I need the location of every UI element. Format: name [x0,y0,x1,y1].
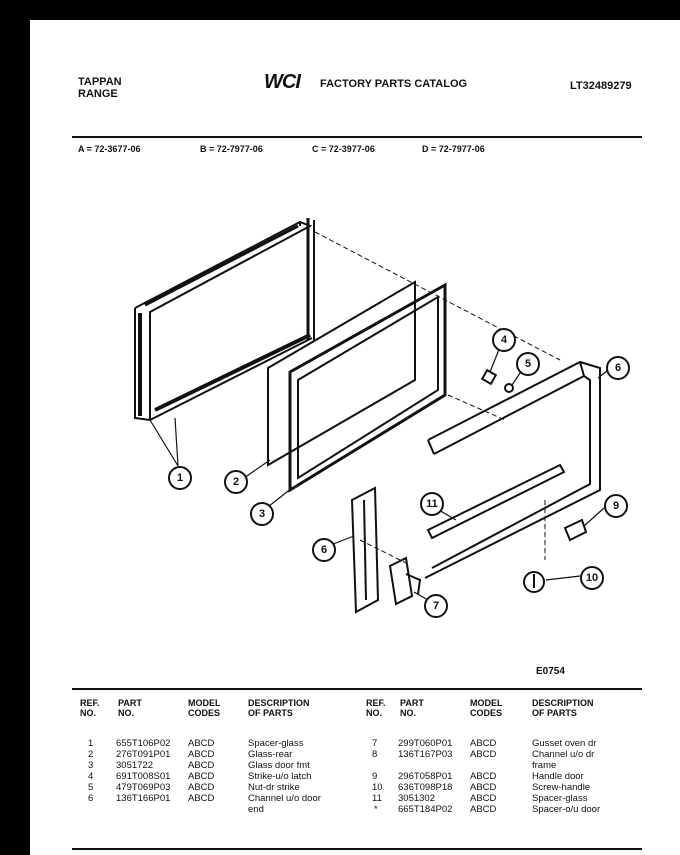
table-rule [72,688,642,690]
brand-line1: TAPPAN [78,76,122,88]
door-handle [565,520,586,540]
ref-header-left: REF. NO. [80,698,100,718]
spacer-glass-frame [135,222,312,420]
table-row: * 665T184P02 ABCD Spacer-o/u door [374,804,601,815]
model-code-b: B = 72-7977-06 [200,144,263,154]
table-row: 10 636T098P18 ABCD Screw-handle [372,782,591,793]
spacer-glass-bar [428,465,564,538]
gusset [390,558,420,604]
table-row: 5 479T069P03 ABCD Nut-dr strike [88,782,300,793]
table-row: 9 296T058P01 ABCD Handle door [372,771,584,782]
desc-header-left: DESCRIPTION OF PARTS [248,698,310,718]
table-row: 3 3051722 ABCD Glass door fmt [88,760,310,771]
table-row: 6 136T166P01 ABCD Channel u/o door end [88,793,321,815]
model-code-d: D = 72-7977-06 [422,144,485,154]
part-header-left: PART NO. [118,698,142,718]
table-row: 1 655T106P02 ABCD Spacer-glass [88,738,304,749]
table-row: 4 691T008S01 ABCD Strike-u/o latch [88,771,312,782]
catalog-title: FACTORY PARTS CATALOG [320,78,468,90]
channel-door-end [352,488,378,612]
handle-screw [524,572,544,592]
model-header-right: MODEL CODES [470,698,503,718]
callout-5: 5 [516,352,540,376]
table-row: 11 3051302 ABCD Spacer-glass [372,793,588,804]
callout-4: 4 [492,328,516,352]
footer-rule [72,848,642,850]
model-code-c: C = 72-3977-06 [312,144,375,154]
wci-logo: WCI [264,71,300,93]
table-row: 7 299T060P01 ABCD Gusset oven dr [372,738,597,749]
callout-11: 11 [420,492,444,516]
callout-2: 2 [224,470,248,494]
callout-6: 6 [312,538,336,562]
part-header-right: PART NO. [400,698,424,718]
parts-table-right [366,738,646,815]
parts-table-left [80,738,360,815]
model-header-left: MODEL CODES [188,698,221,718]
table-row: 2 276T091P01 ABCD Glass-rear [88,749,293,760]
callout-1: 1 [168,466,192,490]
callout-7: 7 [424,594,448,618]
ref-header-right: REF. NO. [366,698,386,718]
desc-header-right: DESCRIPTION OF PARTS [532,698,594,718]
catalog-number: LT32489279 [570,80,632,92]
callout-8-frame: 6 [606,356,630,380]
table-row: 8 136T167P03 ABCD Channel u/o dr frame [372,749,595,771]
strike-latch [482,370,496,384]
callout-3: 3 [250,502,274,526]
callout-10: 10 [580,566,604,590]
figure-code: E0754 [536,666,565,677]
channel-door-frame [425,362,600,578]
callout-9: 9 [604,494,628,518]
model-code-a: A = 72-3677-06 [78,144,141,154]
brand-line2: RANGE [78,88,118,100]
door-nut [505,384,513,392]
